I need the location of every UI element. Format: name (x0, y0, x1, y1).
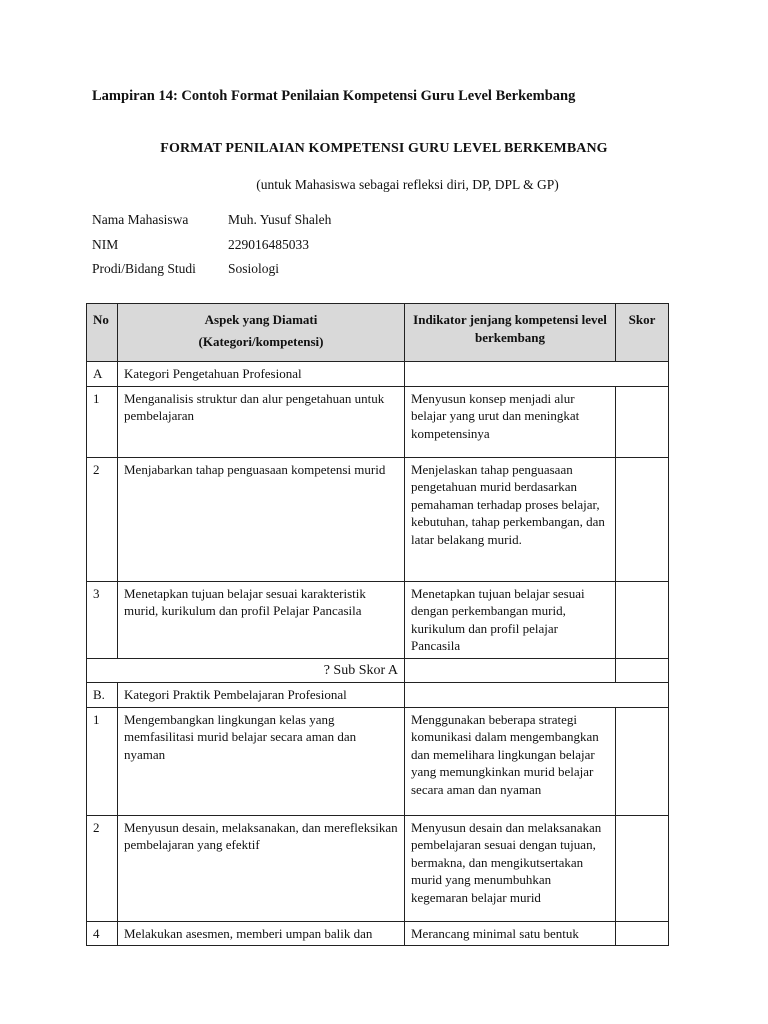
info-label: NIM (92, 237, 119, 252)
row-no: 1 (87, 707, 118, 815)
row-aspek: Menyusun desain, melaksanakan, dan merefleksikan pembelajaran yang efektif (118, 815, 405, 921)
row-indikator: Menyusun konsep menjadi alur belajar yang urut dan meningkat kompetensinya (405, 386, 616, 457)
subskor-empty-cell (405, 658, 616, 683)
row-no: 1 (87, 386, 118, 457)
table-row (87, 707, 669, 815)
row-indikator: Menyusun desain dan melaksanakan pembelajaran sesuai dengan tujuan, bermakna, dan mengikutsertakan murid yang menumbuhkan kegemaran belajar murid (405, 815, 616, 921)
row-aspek: Melakukan asesmen, memberi umpan balik dan (118, 921, 405, 946)
subskor-value-cell[interactable] (616, 658, 669, 683)
category-row-b (87, 683, 669, 708)
category-label: Kategori Praktik Pembelajaran Profesional (118, 683, 405, 708)
row-indikator: Merancang minimal satu bentuk (405, 921, 616, 946)
assessment-table (86, 303, 669, 946)
row-no: 3 (87, 581, 118, 658)
header-skor: Skor (616, 304, 669, 362)
table-row (87, 386, 669, 457)
category-code: B. (87, 683, 118, 708)
row-skor-cell[interactable] (616, 815, 669, 921)
table-header-row (87, 304, 669, 362)
row-skor-cell[interactable] (616, 386, 669, 457)
row-no: 4 (87, 921, 118, 946)
row-indikator: Menetapkan tujuan belajar sesuai dengan perkembangan murid, kurikulum dan profil pelajar Pancasila (405, 581, 616, 658)
category-code: A (87, 362, 118, 387)
form-subtitle: (untuk Mahasiswa sebagai refleksi diri, DP, DPL & GP) (256, 177, 559, 192)
header-no: No (87, 304, 118, 362)
row-no: 2 (87, 815, 118, 921)
row-aspek: Menganalisis struktur dan alur pengetahuan untuk pembelajaran (118, 386, 405, 457)
table-row (87, 457, 669, 581)
table-row (87, 581, 669, 658)
header-indikator: Indikator jenjang kompetensi level berkembang (405, 304, 616, 362)
info-value: 229016485033 (228, 237, 309, 252)
form-title: FORMAT PENILAIAN KOMPETENSI GURU LEVEL BERKEMBANG (160, 141, 608, 156)
category-empty-cell (405, 362, 669, 387)
row-skor-cell[interactable] (616, 707, 669, 815)
row-aspek: Menjabarkan tahap penguasaan kompetensi murid (118, 457, 405, 581)
row-indikator: Menggunakan beberapa strategi komunikasi dalam mengembangkan dan memelihara lingkungan belajar yang memungkinkan murid belajar secara aman dan nyaman (405, 707, 616, 815)
info-label: Nama Mahasiswa (92, 212, 189, 227)
table-row (87, 921, 669, 946)
row-aspek: Menetapkan tujuan belajar sesuai karakteristik murid, kurikulum dan profil Pelajar Pancasila (118, 581, 405, 658)
row-no: 2 (87, 457, 118, 581)
header-aspek-line2: (Kategori/kompetensi) (198, 333, 324, 349)
category-empty-cell (405, 683, 669, 708)
header-aspek (118, 304, 405, 362)
info-value: Sosiologi (228, 261, 280, 276)
row-indikator: Menjelaskan tahap penguasaan pengetahuan murid berdasarkan pemahaman terhadap proses belajar, kebutuhan, tahap perkembangan, dan latar belakang murid. (405, 457, 616, 581)
row-aspek: Mengembangkan lingkungan kelas yang memfasilitasi murid belajar secara aman dan nyaman (118, 707, 405, 815)
info-label: Prodi/Bidang Studi (92, 261, 196, 276)
row-skor-cell[interactable] (616, 581, 669, 658)
row-skor-cell[interactable] (616, 457, 669, 581)
subskor-label: ? Sub Skor A (87, 658, 405, 683)
info-value: Muh. Yusuf Shaleh (228, 212, 332, 227)
category-label: Kategori Pengetahuan Profesional (118, 362, 405, 387)
table-row (87, 815, 669, 921)
row-skor-cell[interactable] (616, 921, 669, 946)
header-aspek-line1: Aspek yang Diamati (204, 312, 318, 327)
subskor-row-a (87, 658, 669, 683)
document-heading: Lampiran 14: Contoh Format Penilaian Kompetensi Guru Level Berkembang (92, 88, 576, 104)
category-row-a (87, 362, 669, 387)
